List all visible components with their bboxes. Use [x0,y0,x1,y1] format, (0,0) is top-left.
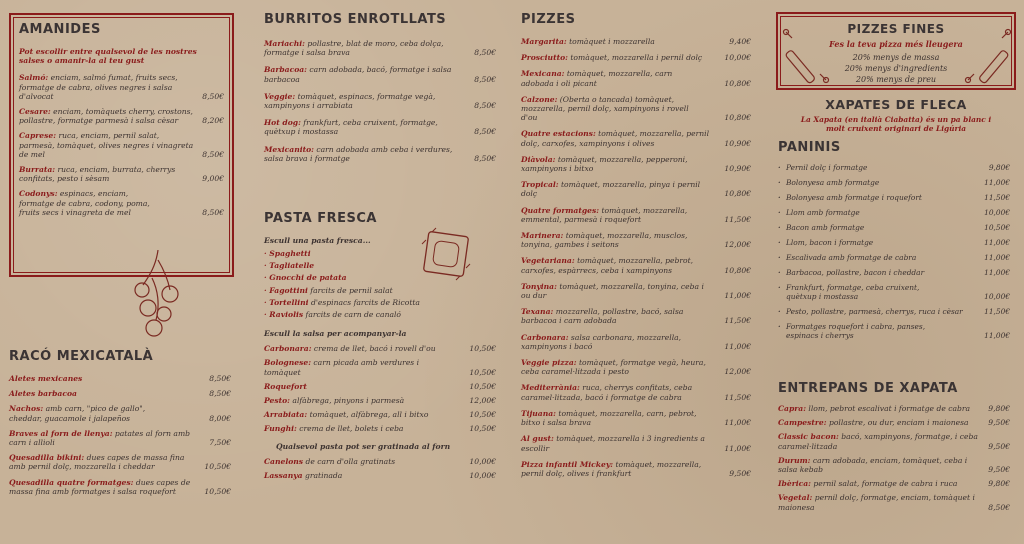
item-name: Formatges roquefort i cabra, panses, espinacs i cherrys [786,322,926,340]
menu-item [521,460,751,478]
item-price: 10,90€ [724,164,751,174]
item-price: 8,50€ [474,101,496,111]
pasta-option: · Fagottini farcits de pernil salat [264,285,393,295]
item-desc: carn adobada, bacó, formatge i salsa barbacoa [264,65,452,84]
menu-item [521,95,751,123]
item-name: Caprese: [19,131,57,141]
item-desc: tomàquet, mozzarella, musclos, tonyina, gambes i seitons [521,231,688,250]
item-price: 7,50€ [209,438,231,448]
pasta-name: Fagottini [269,285,308,295]
pizzes-section [521,12,751,478]
fines-line: 20% menys d'ingredients [844,64,948,73]
item-desc: tomàquet, mozzarella, pernil dolç, olives i frankfurt [521,459,702,478]
item-name: Classic bacon: [778,432,839,442]
item-price: 11,00€ [984,178,1010,187]
item-name: Cesare: [19,107,51,117]
pasta-option: · Spaghetti [264,249,311,258]
amanides-list [19,73,224,217]
pasta-desc: farcits de carn de canaló [303,310,401,320]
item-desc: dues capes de massa fina amb pernil dolç, mozzarella i cheddar [9,453,185,472]
menu-item [778,479,1010,488]
item-desc: tomàquet, mozzarella, carn, pebrot, bitxo i salsa brava [521,408,697,428]
panini-item [778,178,1010,187]
item-name: Barbacoa, pollastre, bacon i cheddar [786,268,925,277]
item-name: Bacon amb formatge [786,223,865,232]
menu-item [521,155,751,173]
item-price: 11,00€ [984,331,1010,340]
pasta-choose: Escull una pasta fresca... [264,236,371,245]
item-desc: tomàquet, mozzarella, pebrot, carxofes, espàrrecs, ceba i xampinyons [521,256,694,275]
item-name: Prosciutto: [521,53,568,63]
menu-item [19,73,224,101]
item-price: 10,80€ [724,78,751,88]
item-name: Tropical: [521,180,559,190]
item-name: Mariachi: [264,39,305,48]
item-name: Margarita: [521,37,567,46]
item-name: Barbacoa: [264,65,307,75]
item-price: 10,00€ [984,292,1010,301]
item-price: 11,00€ [724,341,751,351]
item-name: Pesto, pollastre, parmesà, cherrys, ruca i cèsar [786,307,963,316]
item-desc: pernil dolç, formatge, enciam, tomàquet i maionesa [778,493,975,512]
menu-item [521,307,751,325]
item-price: 9,40€ [729,37,751,46]
item-price: 10,00€ [724,53,751,63]
item-name: Llom, bacon i formatge [786,238,874,247]
item-name: Vegetal: [778,493,813,503]
menu-item [521,206,751,224]
entrepans-title: ENTREPANS DE XAPATA [778,381,958,396]
item-desc: patates al forn amb carn i allioli [9,428,191,448]
item-desc: espinacs, enciam, formatge de cabra, codony, poma, fruits secs i vinagreta de mel [19,189,150,217]
panini-item [778,322,1010,340]
item-desc: de carn d'olla gratinats [303,456,396,466]
item-desc: tomàquet i mozzarella [566,37,655,46]
pasta-name: Raviolis [269,310,304,320]
tomato-illustration [128,250,188,340]
menu-item [19,107,224,125]
item-desc: dues capes de massa fina amb formatges i salsa roquefort [9,477,191,496]
item-name: Texana: [521,307,554,317]
item-price: 10,50€ [469,367,496,377]
item-name: Hot dog: [264,118,301,128]
item-price: 8,20€ [202,116,224,126]
xapates-section [778,97,1014,133]
item-price: 11,50€ [724,214,751,224]
item-name: Lassanya [264,470,303,480]
rolling-pin-icon [964,28,1012,84]
item-name: Escalivada amb formatge de cabra [786,253,917,262]
item-desc: bacó, xampinyons, formatge, i ceba caramel·litzada [778,432,978,451]
menu-item [9,429,231,447]
item-name: Al gust: [521,434,554,444]
item-price: 10,50€ [469,344,496,354]
item-price: 8,50€ [202,207,224,217]
panini-item [778,268,1010,277]
item-price: 8,50€ [474,74,496,84]
menu-item [521,383,751,401]
item-desc: tomàquet, mozzarella, carn adobada i oli picant [521,69,673,88]
item-name: Quesadilla quatre formatges: [9,477,134,487]
item-name: Marinera: [521,231,564,241]
item-price: 9,50€ [988,465,1010,475]
item-price: 8,50€ [202,149,224,159]
item-desc: gratinada [302,470,343,480]
item-name: Bolognese: [264,358,312,368]
paninis-section [778,140,1010,346]
item-desc: carn adobada, enciam, tomàquet, ceba i salsa kebab [778,455,968,475]
item-price: 10,80€ [724,265,751,275]
item-name: Nachos: [9,404,44,414]
item-price: 11,00€ [984,238,1010,247]
item-price: 8,50€ [474,153,496,163]
item-name: Roquefort [264,381,307,391]
pasta-name: Tortellini [269,297,309,307]
pizzes-title: PIZZES [521,12,576,27]
item-name: Mediterrània: [521,383,580,393]
item-price: 11,00€ [724,443,751,453]
item-price: 11,00€ [984,268,1010,277]
item-name: Codonys: [19,189,58,199]
item-desc: frankfurt, ceba cruixent, formatge, quètxup i mostassa [264,118,438,137]
menu-item [778,432,1010,450]
item-price: 9,50€ [988,418,1010,428]
panini-item [778,253,1010,262]
menu-item [264,65,496,83]
item-price: 8,50€ [209,389,231,399]
item-name: Bolonyesa amb formatge [786,178,880,187]
item-name: Salmó: [19,73,49,83]
menu-item [778,456,1010,474]
item-desc: carn adobada amb ceba i verdures, salsa brava i formatge [264,144,453,163]
item-desc: enciam, salmó fumat, fruits secs, formatge de cabra, olives negres i salsa d'alvocat [19,73,178,101]
burritos-title: BURRITOS ENROTLLATS [264,12,447,27]
pasta-name: Tagliatelle [269,261,315,271]
item-name: Durum: [778,455,811,465]
item-price: 11,00€ [724,418,751,428]
fines-line: 20% menys de preu [855,75,937,84]
item-name: Aletes mexicanes [9,374,83,383]
item-price: 9,00€ [202,174,224,184]
item-name: Mexicana: [521,69,565,79]
item-name: Pernil dolç i formatge [786,163,868,172]
item-name: Quatre formatges: [521,205,600,215]
item-desc: tomàquet, mozzarella, pinya i pernil dolç [521,180,701,199]
menu-item [9,453,231,471]
item-desc: tomàquet, espinacs, formatge vegà, xampinyons i arrabiata [264,91,436,111]
item-price: 9,50€ [988,441,1010,451]
menu-item [264,145,496,163]
item-name: Braves al forn de llenya: [9,428,113,438]
item-price: 9,80€ [988,404,1010,413]
menu-item [521,180,751,198]
pasta-name: Gnocchi de patata [269,273,347,283]
item-price: 10,80€ [724,113,751,123]
rolling-pin-icon [782,28,830,84]
pasta-desc: d'espinacs farcits de Ricotta [308,297,420,307]
item-price: 11,50€ [724,316,751,326]
item-desc: (Oberta o tancada) tomàquet, mozzarella, pernil dolç, xampinyons i rovell d'ou [521,94,689,123]
fines-title: PIZZES FINES [847,22,945,36]
item-price: 8,50€ [209,374,231,383]
panini-item [778,307,1010,316]
item-price: 9,80€ [988,163,1010,172]
panini-item [778,238,1010,247]
item-name: Diàvola: [521,154,556,164]
menu-item [521,69,751,87]
menu-item [264,92,496,110]
amanides-intro: Pot escollir entre qualsevol de les nostres salses o amanir-la al teu gust [19,47,197,66]
item-desc: crema de llet, bacó i rovell d'ou [311,344,436,354]
raco-title: RACÓ MEXICATALÀ [9,349,154,364]
burritos-section [264,12,496,169]
menu-item [264,396,496,405]
item-name: Funghi: [264,424,297,434]
item-name: Tonyina: [521,281,557,291]
raco-section [9,349,231,502]
item-desc: ruca, enciam, burrata, cherrys confitats, pesto i sèsam [19,165,176,184]
item-desc: amb carn, "pico de gallo", cheddar, guacamole i jalapeños [9,404,146,423]
menu-item [264,358,496,376]
item-price: 10,50€ [469,424,496,434]
menu-item [9,404,231,422]
pasta-title: PASTA FRESCA [264,211,377,226]
menu-item [521,37,751,46]
menu-item [521,358,751,376]
item-name: Veggie: [264,91,296,101]
menu-item [264,39,496,57]
item-desc: tomàquet, mozzarella i pernil dolç [567,53,703,63]
item-name: Tijuana: [521,408,556,418]
item-price: 8,50€ [988,502,1010,512]
menu-item [264,410,496,419]
item-desc: alfàbrega, pinyons i parmesà [290,396,405,406]
item-name: Frankfurt, formatge, ceba cruixent, quètxup i mostassa [786,283,920,301]
item-name: Vegetariana: [521,256,575,266]
item-name: Calzone: [521,94,558,104]
item-price: 10,50€ [204,486,231,496]
panini-item [778,208,1010,217]
item-desc: enciam, tomàquets cherry, crostons, pollastre, formatge parmesà i salsa cèsar [19,107,193,126]
item-price: 12,00€ [469,396,496,406]
item-price: 10,00€ [469,456,496,466]
item-desc: crema de llet, bolets i ceba [296,424,404,434]
item-price: 10,50€ [984,223,1010,232]
menu-item [9,478,231,496]
item-desc: tomàquet, mozzarella i 3 ingredients a escollir [521,434,705,453]
pasta-option: · Raviolis farcits de carn de canaló [264,310,401,320]
item-name: Campestre: [778,418,827,428]
fines-section [826,22,966,85]
item-price: 11,50€ [984,307,1010,316]
item-name: Quatre estacions: [521,129,596,139]
amanides-title: AMANIDES [19,22,101,37]
item-desc: pollastre, blat de moro, ceba dolça, formatge i salsa brava [264,39,444,58]
item-name: Bolonyesa amb formatge i roquefort [786,193,922,202]
item-desc: carn picada amb verdures i tomàquet [264,358,420,377]
item-price: 10,00€ [469,470,496,480]
pasta-option: · Tortellini d'espinacs farcits de Ricotta [264,297,420,307]
item-name: Carbonara: [264,344,312,354]
item-name: Carbonara: [521,332,569,342]
amanides-section [19,22,224,223]
item-name: Llom amb formatge [786,208,860,217]
fines-line: 20% menys de massa [852,53,940,62]
item-price: 8,00€ [209,413,231,423]
menu-item [264,424,496,433]
menu-item [264,382,496,391]
item-desc: mozzarella, pollastre, bacó, salsa barbacoa i carn adobada [521,307,684,326]
item-desc: ruca, enciam, pernil salat, parmesà, tomàquet, olives negres i vinagreta de mel [19,131,194,159]
item-price: 10,90€ [724,138,751,148]
panini-item [778,193,1010,202]
item-price: 11,50€ [724,392,751,402]
menu-item [19,131,224,159]
ravioli-illustration [418,226,474,282]
item-desc: tomàquet, alfàbrega, all i bitxo [307,410,429,420]
menu-item [521,231,751,249]
item-name: Mexicanito: [264,144,314,154]
item-name: Quesadilla bikini: [9,453,85,463]
pasta-option: · Gnocchi de patata [264,273,347,283]
item-desc: tomàquet, mozzarella, emmental, parmesà i roquefort [521,205,688,224]
item-price: 11,00€ [724,291,751,301]
item-name: Pizza infantil Mickey: [521,459,614,469]
panini-item [778,223,1010,232]
menu-item [521,333,751,351]
item-desc: tomàquet, mozzarella, pepperoni, xampinyons i bitxo [521,154,688,174]
item-name: Canelons [264,456,304,466]
item-name: Ibèrica: [778,479,811,489]
panini-item [778,283,1010,301]
menu-item [264,344,496,353]
menu-item [521,256,751,274]
pasta-desc: farcits de pernil salat [307,285,393,295]
menu-item [521,434,751,452]
item-name: Aletes barbacoa [9,389,77,399]
xapates-title: XAPATES DE FLECA [825,97,967,112]
fines-subtitle: Fes la teva pizza més lleugera [829,39,963,49]
menu-item [264,118,496,136]
item-name: Pesto: [264,396,290,406]
item-desc: tomàquet, formatge vegà, heura, ceba caramel·litzada i pesto [521,358,706,377]
item-desc: tomàquet, mozzarella, pernil dolç, carxofes, xampinyons i olives [521,129,710,148]
menu-item [9,374,231,383]
item-price: 11,50€ [984,193,1010,202]
item-price: 9,50€ [729,468,751,478]
menu-item [521,53,751,62]
paninis-title: PANINIS [778,140,841,155]
item-price: 11,00€ [984,253,1010,262]
item-price: 10,50€ [204,462,231,472]
item-price: 8,50€ [474,127,496,137]
panini-item [778,163,1010,172]
item-name: Veggie pizza: [521,358,577,368]
menu-item [778,418,1010,427]
item-desc: ruca, cherrys confitats, ceba caramel·litzada, bacó i formatge de cabra [521,383,693,402]
menu-item [778,404,1010,413]
item-desc: llom, pebrot escalivat i formatge de cabra [806,404,971,413]
menu-item [19,189,224,217]
pasta-gratin-note: Qualsevol pasta pot ser gratinada al forn [276,441,451,451]
menu-item [19,165,224,183]
xapates-desc: La Xapata (en italià Ciabatta) és un pa blanc i molt cruixent originari de Ligúria [800,115,992,133]
item-price: 10,50€ [469,381,496,391]
pasta-sauce-intro: Escull la salsa per acompanyar-la [264,329,407,339]
menu-item [521,129,751,147]
item-name: Arrabiata: [264,410,308,420]
item-desc: tomàquet, mozzarella, tonyina, ceba i ou dur [521,281,704,301]
item-desc: pernil salat, formatge de cabra i ruca [810,479,958,489]
item-price: 10,00€ [984,208,1010,217]
item-price: 10,80€ [724,189,751,199]
pasta-option: · Tagliatelle [264,261,315,271]
pasta-name: Spaghetti [269,249,311,258]
item-price: 12,00€ [724,367,751,377]
menu-item [264,471,496,480]
item-name: Capra: [778,404,806,413]
menu-item [9,389,231,398]
entrepans-section [778,381,1010,512]
menu-item [264,457,496,466]
item-price: 8,50€ [202,91,224,101]
menu-item [521,409,751,427]
item-price: 10,50€ [469,410,496,420]
menu-item [778,493,1010,511]
item-name: Burrata: [19,165,56,175]
item-price: 8,50€ [474,48,496,58]
menu-item [521,282,751,300]
item-desc: salsa carbonara, mozzarella, xampinyons i bacó [521,332,682,351]
item-desc: pollastre, ou dur, enciam i maionesa [826,418,969,428]
item-price: 12,00€ [724,240,751,250]
item-price: 9,80€ [988,479,1010,489]
